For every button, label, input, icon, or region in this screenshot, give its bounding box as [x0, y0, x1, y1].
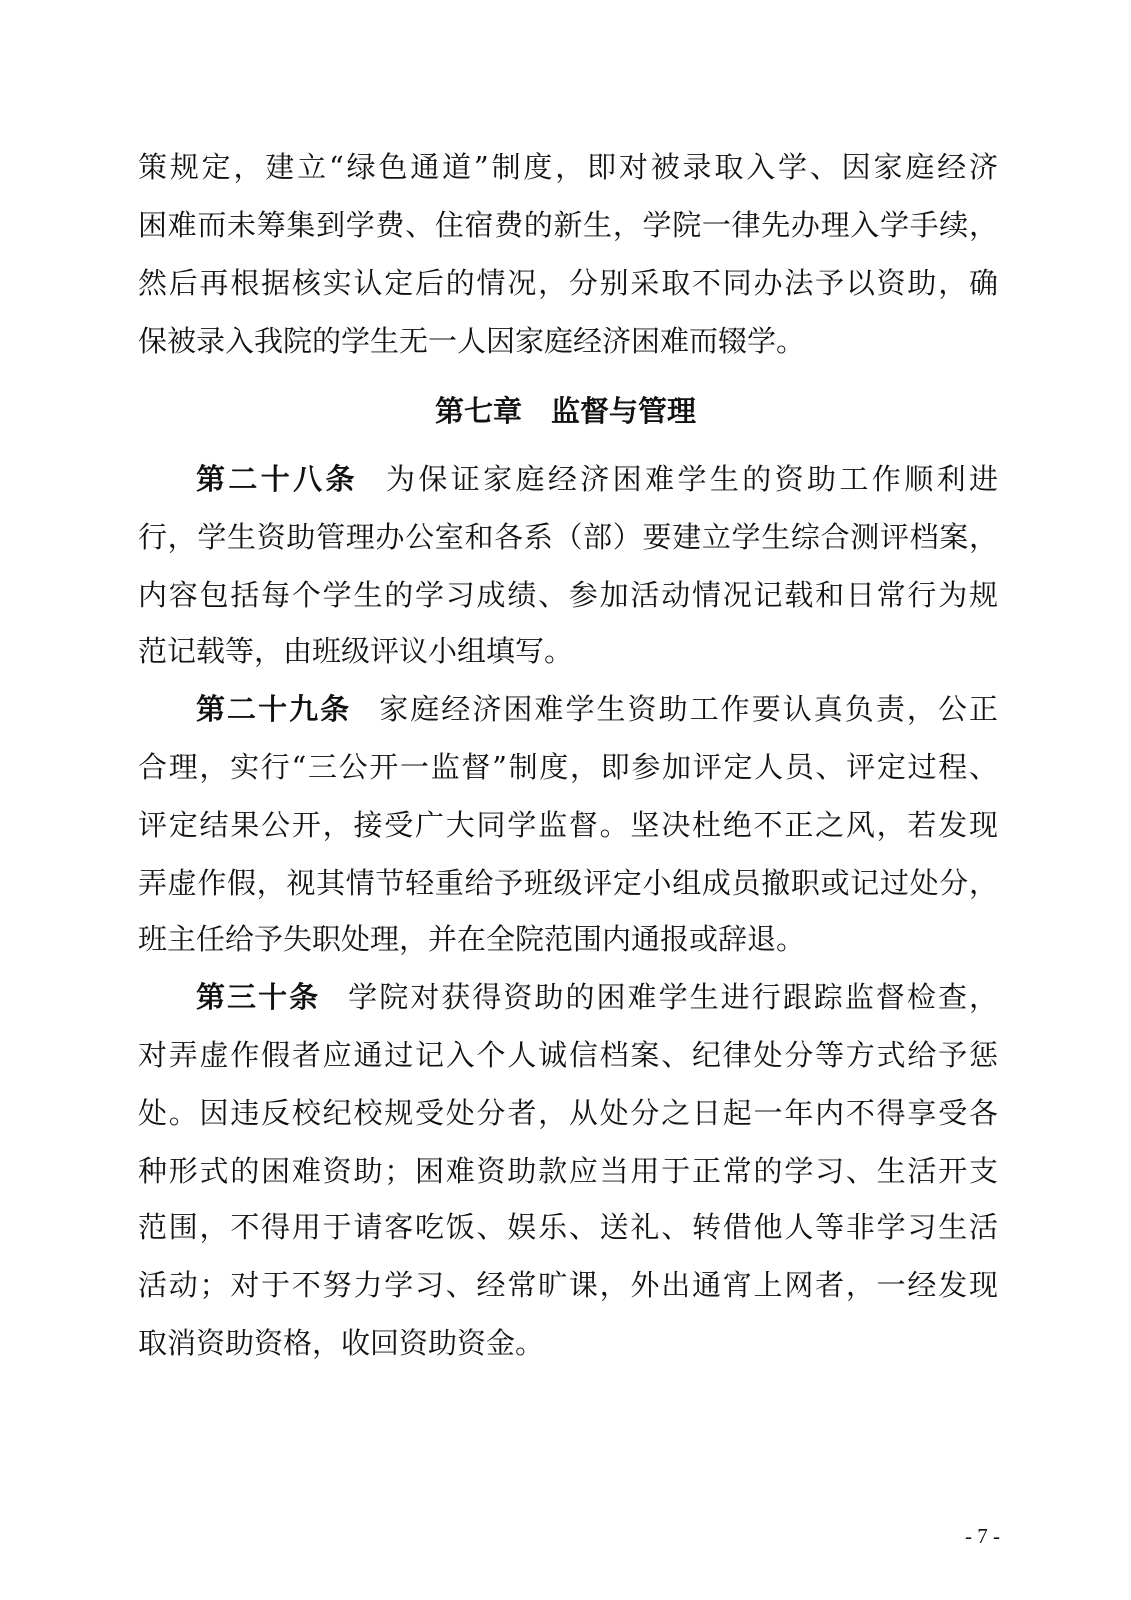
body-text-line: 班主任给予失职处理，并在全院范围内通报或辞退。: [138, 922, 806, 956]
body-text-line: 范记载等，由班级评议小组填写。: [138, 634, 574, 668]
body-text-line: 评定结果公开，接受广大同学监督。坚决杜绝不正之风，若发现: [138, 808, 998, 842]
body-text-line: 种形式的困难资助；困难资助款应当用于正常的学习、生活开支: [138, 1154, 998, 1188]
body-text-line: 取消资助资格，收回资助资金。: [138, 1326, 545, 1360]
body-text-line: 内容包括每个学生的学习成绩、参加活动情况记载和日常行为规: [138, 578, 998, 612]
body-text-line: 策规定，建立“绿色通道”制度，即对被录取入学、因家庭经济: [138, 150, 998, 184]
article-number: 第二十八条: [196, 462, 358, 496]
body-text-segment: 家庭经济困难学生资助工作要认真负责，公正: [379, 692, 998, 726]
article-number: 第三十条: [196, 980, 321, 1014]
body-text-line: 保被录入我院的学生无一人因家庭经济困难而辍学。: [138, 324, 806, 358]
body-text-line: 弄虚作假，视其情节轻重给予班级评定小组成员撤职或记过处分，: [138, 866, 998, 900]
body-text-line: 范围，不得用于请客吃饭、娱乐、送礼、转借他人等非学习生活: [138, 1210, 998, 1244]
article-number: 第二十九条: [196, 692, 352, 726]
page-number: - 7 -: [965, 1524, 1000, 1548]
article-29-first-line: [196, 690, 998, 728]
chapter-title: 第七章 监督与管理: [434, 394, 696, 428]
body-text-line: 活动；对于不努力学习、经常旷课，外出通宵上网者，一经发现: [138, 1268, 998, 1302]
article-28-first-line: [196, 460, 998, 498]
body-text-line: 处。因违反校纪校规受处分者，从处分之日起一年内不得享受各: [138, 1096, 998, 1130]
article-30-first-line: [196, 978, 998, 1016]
body-text-segment: 为保证家庭经济困难学生的资助工作顺利进: [385, 462, 998, 496]
body-text-line: 对弄虚作假者应通过记入个人诚信档案、纪律处分等方式给予惩: [138, 1038, 998, 1072]
body-text-line: 合理，实行“三公开一监督”制度，即参加评定人员、评定过程、: [138, 750, 998, 784]
body-text-line: 困难而未筹集到学费、住宿费的新生，学院一律先办理入学手续，: [138, 208, 998, 242]
body-text-segment: 学院对获得资助的困难学生进行跟踪监督检查，: [348, 980, 998, 1014]
body-text-line: 行，学生资助管理办公室和各系（部）要建立学生综合测评档案，: [138, 520, 998, 554]
body-text-line: 然后再根据核实认定后的情况，分别采取不同办法予以资助，确: [138, 266, 998, 300]
